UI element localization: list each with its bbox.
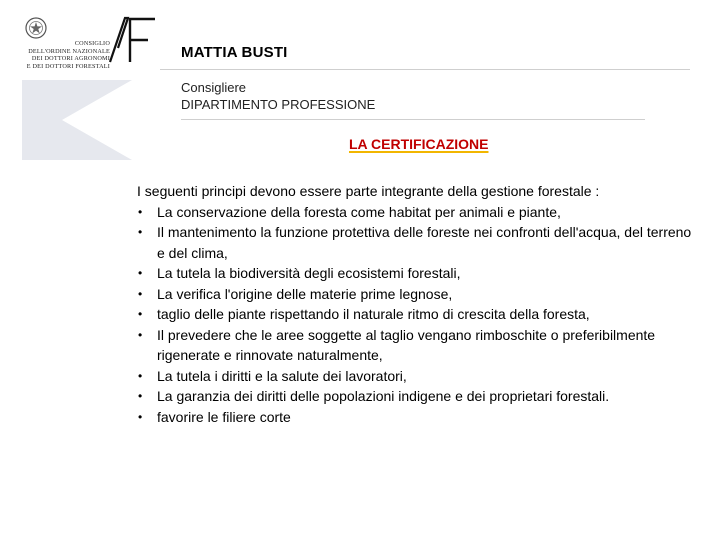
org-line: DEI DOTTORI AGRONOMI: [31, 55, 110, 62]
bullet-icon: •: [138, 204, 143, 219]
bullet-icon: •: [138, 327, 143, 342]
slide-title: LA CERTIFICAZIONE: [349, 136, 489, 152]
list-item-text: taglio delle piante rispettando il naturale ritmo di crescita della foresta,: [157, 306, 590, 322]
list-item: [137, 386, 697, 407]
list-item: [137, 325, 697, 366]
presenter-name: MATTIA BUSTI: [181, 44, 288, 61]
list-item: [137, 366, 697, 387]
list-item-text: favorire le filiere corte: [157, 408, 291, 425]
list-item-text: Il prevedere che le aree soggette al taglio vengano rimboschite o preferibilmente rigenerate e rinnovate naturalmente,: [157, 326, 656, 363]
principles-list: [137, 202, 697, 428]
role-divider: [181, 119, 645, 120]
list-item: [137, 304, 697, 325]
list-item-text: La tutela i diritti e la salute dei lavoratori,: [157, 367, 407, 384]
header-divider: [160, 69, 690, 70]
bullet-icon: •: [138, 409, 143, 424]
role-title: Consigliere: [181, 80, 247, 95]
org-line: E DEI DOTTORI FORESTALI: [26, 62, 110, 70]
list-item-text: La garanzia dei diritti delle popolazioni indigene e dei proprietari forestali.: [157, 388, 610, 404]
list-item-text: La conservazione della foresta come habitat per animali e piante,: [157, 203, 561, 220]
list-item: [137, 407, 697, 428]
af-logo: [108, 16, 158, 64]
intro-text: I seguenti principi devono essere parte integrante della gestione forestale :: [137, 183, 600, 199]
bullet-icon: •: [138, 225, 143, 239]
org-line: CONSIGLIO: [74, 40, 110, 47]
department-name: DIPARTIMENTO PROFESSIONE: [181, 97, 376, 112]
bullet-icon: •: [138, 266, 143, 280]
bullet-icon: •: [138, 286, 143, 301]
list-item-text: La verifica l'origine delle materie prime legnose,: [157, 285, 453, 302]
list-item-text: La tutela la biodiversità degli ecosistemi forestali,: [157, 265, 461, 281]
list-item: [137, 222, 697, 263]
org-line: DELL'ORDINE NAZIONALE: [28, 47, 110, 55]
decorative-chevron-shape: [22, 80, 132, 160]
list-item: [137, 263, 697, 284]
list-item-text: Il mantenimento la funzione protettiva delle foreste nei confronti dell'acqua, del terreno e del clima,: [157, 224, 692, 261]
bullet-icon: •: [138, 307, 143, 321]
slide-body: [137, 181, 697, 427]
list-item: [137, 284, 697, 305]
org-name-block: [24, 40, 110, 70]
republic-emblem-icon: [24, 16, 48, 40]
presenter-role: [181, 79, 375, 113]
bullet-icon: •: [138, 389, 143, 403]
list-item: [137, 202, 697, 223]
bullet-icon: •: [138, 368, 143, 383]
